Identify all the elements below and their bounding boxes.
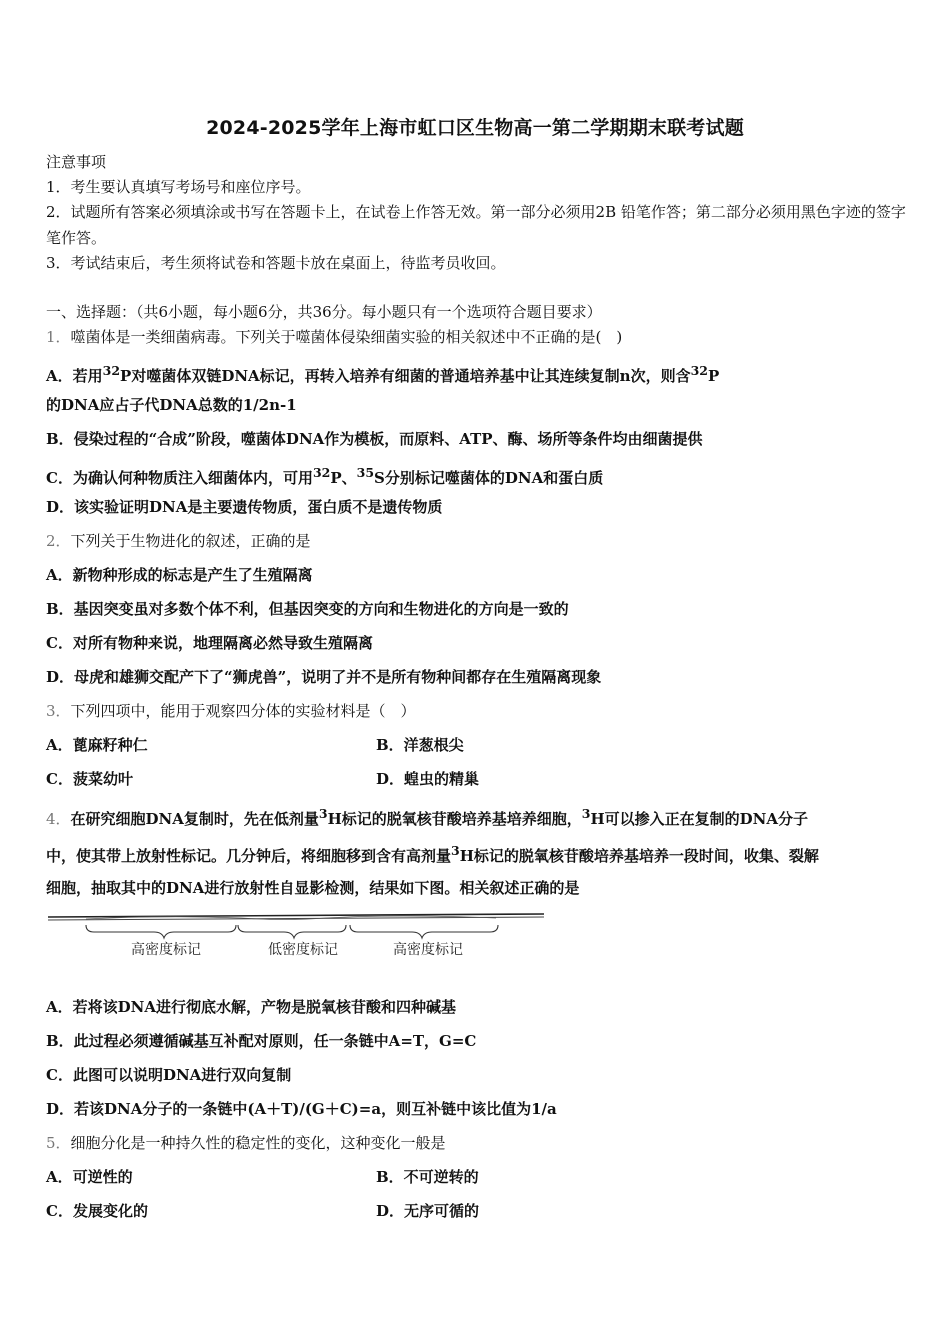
question-1-option-d: D．该实验证明DNA是主要遗传物质，蛋白质不是遗传物质 <box>46 498 443 516</box>
notice-item-3: 3．考试结束后，考生须将试卷和答题卡放在桌面上，待监考员收回。 <box>46 254 506 272</box>
question-5-option-d: D．无序可循的 <box>376 1202 480 1220</box>
notice-item-1: 1．考生要认真填写考场号和座位序号。 <box>46 178 311 196</box>
question-2-option-a: A．新物种形成的标志是产生了生殖隔离 <box>46 566 313 584</box>
question-3-option-c: C．菠菜幼叶 <box>46 770 133 788</box>
question-number: 2． <box>46 532 71 550</box>
question-1-option-c: C．为确认何种物质注入细菌体内，可用$^{32}$P、$^{35}$S分别标记噬菌体的DNA和蛋白质 <box>46 465 604 487</box>
question-1-option-a-cont: 的DNA应占子代DNA总数的1/2n-1 <box>46 396 297 414</box>
question-4-stem-line-3: 细胞，抽取其中的DNA进行放射性自显影检测，结果如下图。相关叙述正确的是 <box>46 879 580 897</box>
question-1-stem: 1．噬菌体是一类细菌病毒。下列关于噬菌体侵染细菌实验的相关叙述中不正确的是( ) <box>46 328 623 346</box>
notice-heading: 注意事项 <box>46 153 107 171</box>
brace-left <box>86 925 236 938</box>
question-3-stem: 3．下列四项中，能用于观察四分体的实验材料是（ ） <box>46 702 416 720</box>
question-4-option-a: A．若将该DNA进行彻底水解，产物是脱氧核苷酸和四种碱基 <box>46 998 456 1016</box>
section-heading: 一、选择题：（共6小题，每小题6分，共36分。每小题只有一个选项符合题目要求） <box>46 303 602 321</box>
question-5-option-b: B．不可逆转的 <box>376 1168 479 1186</box>
question-3-options-row-2 <box>46 769 908 789</box>
question-3-option-d: D．蝗虫的精巢 <box>376 770 480 788</box>
question-1-option-b: B．侵染过程的“合成”阶段，噬菌体DNA作为模板，而原料、ATP、酶、场所等条件均由细菌提供 <box>46 430 703 448</box>
question-4-stem-line-2: 中，使其带上放射性标记。几分钟后，将细胞移到含有高剂量$^3$H标记的脱氧核苷酸培养基培养一段时间，收集、裂解 <box>46 843 819 865</box>
notice-item-2: 2．试题所有答案必须填涂或书写在答题卡上，在试卷上作答无效。第一部分必须用2B 铅笔作答；第二部分必须用黑色字迹的签字笔作答。 <box>46 203 906 247</box>
page-title: 2024-2025学年上海市虹口区生物高一第二学期期末联考试题 <box>206 117 744 139</box>
question-5-stem: 5．细胞分化是一种持久性的稳定性的变化，这种变化一般是 <box>46 1134 446 1152</box>
question-3-options-row-1 <box>46 735 908 755</box>
dna-replication-diagram <box>46 905 546 970</box>
question-2-option-d: D．母虎和雄狮交配产下了“狮虎兽”，说明了并不是所有物种间都存在生殖隔离现象 <box>46 668 602 686</box>
brace-middle <box>238 925 346 938</box>
question-2-option-c: C．对所有物种来说，地理隔离必然导致生殖隔离 <box>46 634 373 652</box>
question-5-options-row-2 <box>46 1201 908 1221</box>
question-5-options-row-1 <box>46 1167 908 1187</box>
question-2-option-b: B．基因突变虽对多数个体不利，但基因突变的方向和生物进化的方向是一致的 <box>46 600 569 618</box>
dna-strand-figure <box>46 905 546 970</box>
dna-strand-top <box>48 914 544 917</box>
question-4-option-d: D．若该DNA分子的一条链中(A＋T)/(G＋C)=a，则互补链中该比值为1/a <box>46 1100 557 1118</box>
question-5-option-c: C．发展变化的 <box>46 1202 148 1220</box>
question-4-stem-line-1: 4．在研究细胞DNA复制时，先在低剂量$^3$H标记的脱氧核苷酸培养基培养细胞，$^3$H可以掺入正在复制的DNA分子 <box>46 806 809 828</box>
question-5-option-a: A．可逆性的 <box>46 1168 133 1186</box>
question-number: 4． <box>46 810 71 828</box>
question-number: 1． <box>46 328 71 346</box>
question-1-option-a: A．若用$^{32}$P对噬菌体双链DNA标记，再转入培养有细菌的普通培养基中让其连续复制n次，则含$^{32}$P <box>46 363 720 385</box>
question-3-option-b: B．洋葱根尖 <box>376 736 464 754</box>
question-number: 5． <box>46 1134 71 1152</box>
question-2-stem: 2．下列关于生物进化的叙述，正确的是 <box>46 532 311 550</box>
label-high-density-right: 高密度标记 <box>393 942 463 958</box>
question-number: 3． <box>46 702 71 720</box>
label-low-density: 低密度标记 <box>268 942 338 958</box>
question-3-option-a: A．蓖麻籽种仁 <box>46 736 148 754</box>
question-4-option-c: C．此图可以说明DNA进行双向复制 <box>46 1066 292 1084</box>
brace-right <box>350 925 498 938</box>
label-high-density-left: 高密度标记 <box>131 942 201 958</box>
question-4-option-b: B．此过程必须遵循碱基互补配对原则，任一条链中A=T，G=C <box>46 1032 477 1050</box>
